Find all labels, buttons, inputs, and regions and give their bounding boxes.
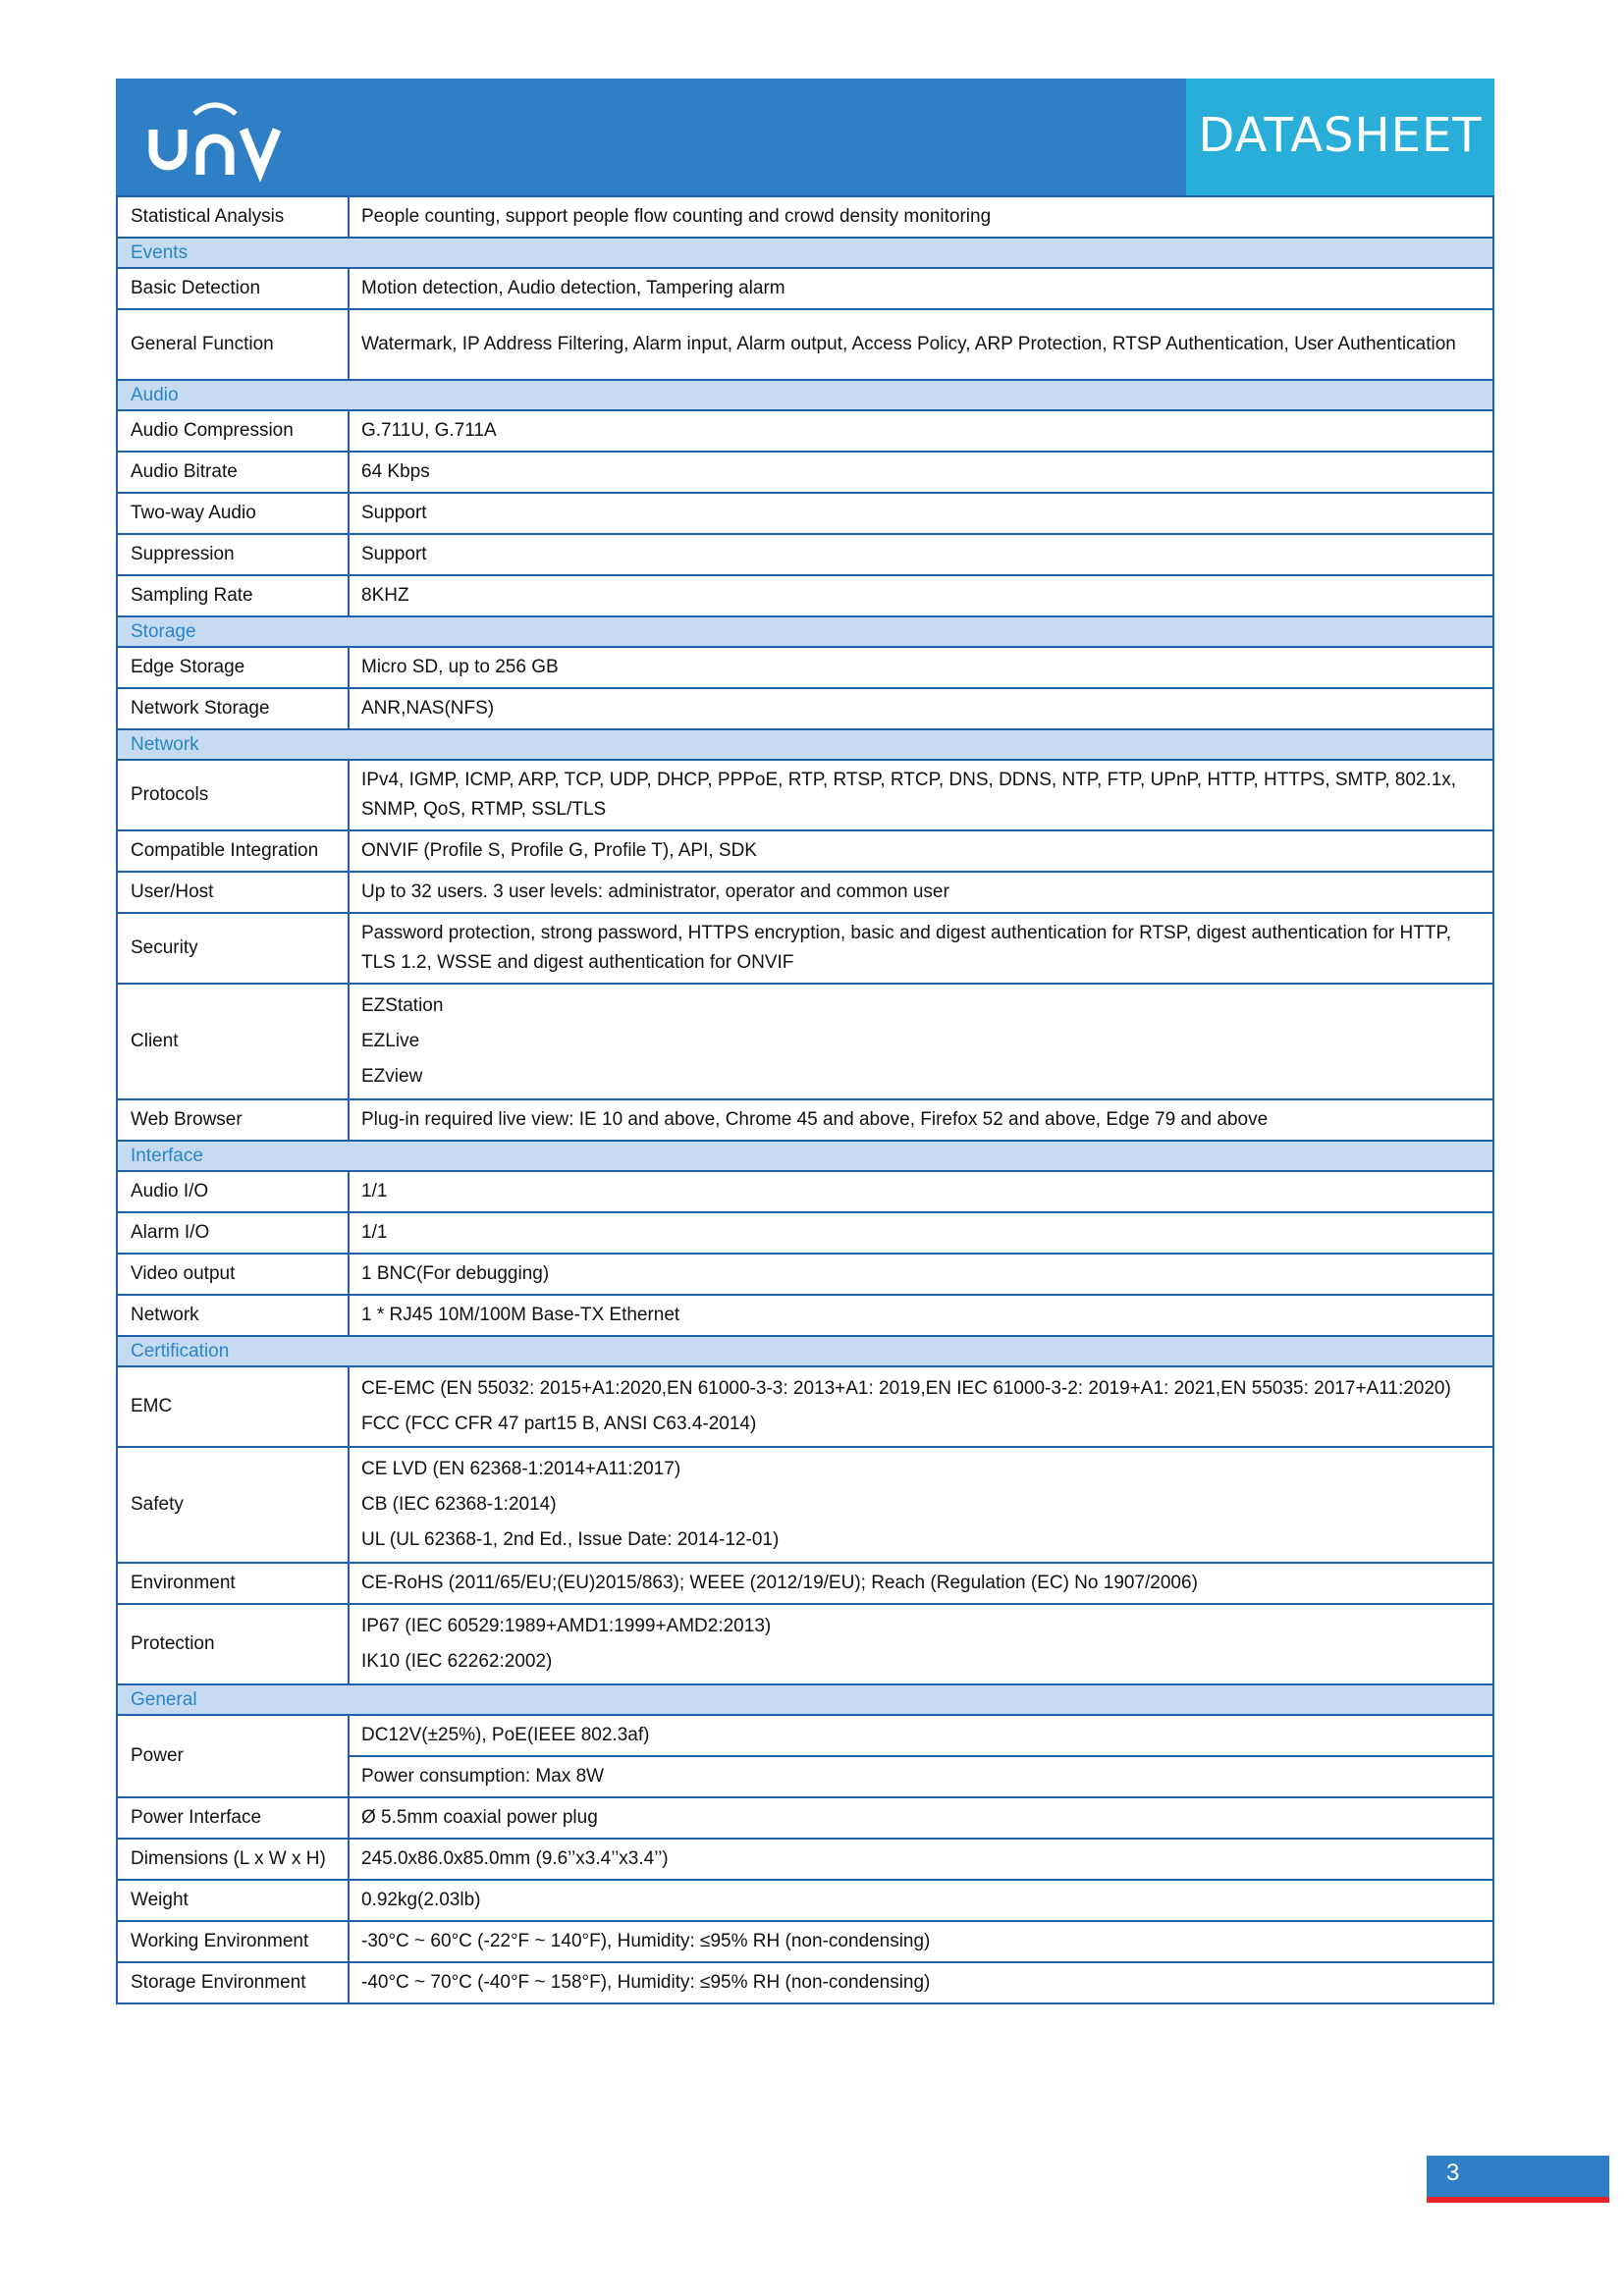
datasheet-label: DATASHEET (1198, 108, 1483, 163)
spec-row (117, 196, 1493, 238)
spec-label: Web Browser (117, 1099, 349, 1141)
spec-value (349, 1962, 1493, 2003)
spec-value (349, 688, 1493, 729)
spec-label: Suppression (117, 534, 349, 575)
spec-value (349, 1366, 1493, 1447)
spec-table (116, 195, 1494, 2004)
spec-value-line: Ø 5.5mm coaxial power plug (361, 1807, 598, 1828)
spec-label: Environment (117, 1563, 349, 1604)
spec-value (349, 913, 1493, 984)
spec-value-line: People counting, support people flow counting and crowd density monitoring (361, 206, 992, 227)
spec-value-line: G.711U, G.711A (361, 420, 497, 441)
spec-value-line: EZLive (361, 1031, 420, 1051)
spec-value-line: DC12V(±25%), PoE(IEEE 802.3af) (361, 1725, 650, 1745)
spec-value (349, 1099, 1493, 1141)
spec-label: Security (117, 913, 349, 984)
spec-row (117, 534, 1493, 575)
spec-value-line: -30°C ~ 60°C (-22°F ~ 140°F), Humidity: ≤95% RH (non-condensing) (361, 1931, 931, 1951)
spec-label: Client (117, 984, 349, 1099)
datasheet-tag (1186, 79, 1494, 196)
spec-value (349, 1921, 1493, 1962)
spec-value-line: ANR,NAS(NFS) (361, 698, 495, 719)
spec-row (117, 410, 1493, 452)
spec-value-line: Support (361, 503, 427, 523)
spec-value (349, 1604, 1493, 1684)
spec-value (349, 268, 1493, 309)
spec-value (349, 309, 1493, 380)
spec-value-line: Password protection, strong password, HTTPS encryption, basic and digest authentication for RTSP, digest authentication for HTTP, TLS 1.2, WSSE and digest authentication for ONVIF (361, 923, 1451, 973)
section-header (117, 238, 1493, 268)
spec-value (349, 493, 1493, 534)
spec-row (117, 1212, 1493, 1254)
section-header (117, 1684, 1493, 1715)
spec-label: Weight (117, 1880, 349, 1921)
spec-value-line: 245.0x86.0x85.0mm (9.6’’x3.4’’x3.4’’) (361, 1848, 669, 1869)
spec-label: Audio Bitrate (117, 452, 349, 493)
spec-value (349, 1563, 1493, 1604)
spec-label: Power Interface (117, 1797, 349, 1839)
page-number: 3 (1446, 2160, 1460, 2186)
spec-label: Working Environment (117, 1921, 349, 1962)
section-header (117, 729, 1493, 760)
section-header (117, 616, 1493, 647)
spec-label: Network Storage (117, 688, 349, 729)
page-header (116, 79, 1494, 196)
spec-row (117, 647, 1493, 688)
section-title: Audio (117, 380, 1493, 410)
spec-label: Alarm I/O (117, 1212, 349, 1254)
spec-value-line: Micro SD, up to 256 GB (361, 657, 559, 677)
spec-row (117, 1447, 1493, 1563)
spec-value (349, 1839, 1493, 1880)
spec-value (349, 1447, 1493, 1563)
spec-value-line: Plug-in required live view: IE 10 and above, Chrome 45 and above, Firefox 52 and above, Edge 79 and above (361, 1109, 1269, 1130)
spec-label: Power (117, 1715, 349, 1797)
spec-label: Two-way Audio (117, 493, 349, 534)
spec-value-line: CE-EMC (EN 55032: 2015+A1:2020,EN 61000-3-3: 2013+A1: 2019,EN IEC 61000-3-2: 2019+A1: 2021,EN 55035: 2017+A11:2020) (361, 1378, 1451, 1399)
spec-value-line: Power consumption: Max 8W (361, 1766, 605, 1787)
spec-row (117, 688, 1493, 729)
spec-label: Audio I/O (117, 1171, 349, 1212)
spec-value-line: 8KHZ (361, 585, 409, 606)
spec-row (117, 1099, 1493, 1141)
spec-row (117, 1880, 1493, 1921)
spec-row (117, 1839, 1493, 1880)
spec-label: Video output (117, 1254, 349, 1295)
spec-value (349, 452, 1493, 493)
spec-value (349, 1171, 1493, 1212)
spec-row (117, 1366, 1493, 1447)
section-header (117, 1141, 1493, 1171)
spec-row (117, 1604, 1493, 1684)
spec-value-line: Up to 32 users. 3 user levels: administrator, operator and common user (361, 881, 949, 902)
spec-label: General Function (117, 309, 349, 380)
spec-value-line: IP67 (IEC 60529:1989+AMD1:1999+AMD2:2013) (361, 1616, 772, 1636)
header-band (116, 79, 1186, 196)
spec-value (349, 534, 1493, 575)
spec-value-line: CB (IEC 62368-1:2014) (361, 1494, 557, 1515)
spec-label: Audio Compression (117, 410, 349, 452)
section-title: Interface (117, 1141, 1493, 1171)
spec-label: Compatible Integration (117, 830, 349, 872)
spec-value-line: -40°C ~ 70°C (-40°F ~ 158°F), Humidity: ≤95% RH (non-condensing) (361, 1972, 931, 1993)
page-number-box (1427, 2156, 1609, 2197)
spec-row (117, 1254, 1493, 1295)
spec-value-line: 1 * RJ45 10M/100M Base-TX Ethernet (361, 1305, 680, 1325)
spec-row (117, 872, 1493, 913)
spec-row (117, 830, 1493, 872)
spec-label: Statistical Analysis (117, 196, 349, 238)
spec-value (349, 984, 1493, 1099)
spec-row (117, 1563, 1493, 1604)
spec-value-line: EZview (361, 1066, 423, 1087)
spec-value-line: ONVIF (Profile S, Profile G, Profile T), API, SDK (361, 840, 757, 861)
spec-value-line: 0.92kg(2.03lb) (361, 1890, 481, 1910)
spec-row (117, 1921, 1493, 1962)
spec-value-line: FCC (FCC CFR 47 part15 B, ANSI C63.4-2014) (361, 1414, 757, 1434)
spec-label: Protocols (117, 760, 349, 830)
spec-label: Storage Environment (117, 1962, 349, 2003)
spec-value-line: CE-RoHS (2011/65/EU;(EU)2015/863); WEEE (2012/19/EU); Reach (Regulation (EC) No 1907/2006) (361, 1573, 1198, 1593)
spec-label: Dimensions (L x W x H) (117, 1839, 349, 1880)
spec-value-line: IPv4, IGMP, ICMP, ARP, TCP, UDP, DHCP, PPPoE, RTP, RTSP, RTCP, DNS, DDNS, NTP, FTP, UPnP, HTTP, HTTPS, SMTP, 802.1x, SNMP, QoS, RTMP, SSL/TLS (361, 770, 1457, 820)
section-title: Storage (117, 616, 1493, 647)
spec-value-line: UL (UL 62368-1, 2nd Ed., Issue Date: 2014-12-01) (361, 1529, 780, 1550)
spec-row (117, 452, 1493, 493)
spec-value (349, 1212, 1493, 1254)
spec-row (117, 913, 1493, 984)
spec-value-line: IK10 (IEC 62262:2002) (361, 1651, 553, 1672)
spec-row (117, 268, 1493, 309)
spec-value-line: Support (361, 544, 427, 564)
spec-value (349, 1880, 1493, 1921)
spec-value-line: CE LVD (EN 62368-1:2014+A11:2017) (361, 1459, 681, 1479)
spec-value (349, 1756, 1493, 1797)
section-title: Certification (117, 1336, 1493, 1366)
spec-row (117, 1962, 1493, 2003)
spec-label: User/Host (117, 872, 349, 913)
spec-row (117, 1171, 1493, 1212)
spec-label: Safety (117, 1447, 349, 1563)
spec-row (117, 1295, 1493, 1336)
spec-value (349, 575, 1493, 616)
section-header (117, 1336, 1493, 1366)
spec-value-line: Watermark, IP Address Filtering, Alarm input, Alarm output, Access Policy, ARP Protection, RTSP Authentication, User Authentication (361, 334, 1456, 354)
spec-value-line: Motion detection, Audio detection, Tampering alarm (361, 278, 785, 298)
spec-value-line: 1 BNC(For debugging) (361, 1263, 550, 1284)
spec-label: Protection (117, 1604, 349, 1684)
spec-row (117, 984, 1493, 1099)
spec-value (349, 647, 1493, 688)
section-title: Events (117, 238, 1493, 268)
spec-label: EMC (117, 1366, 349, 1447)
spec-value (349, 1295, 1493, 1336)
section-header (117, 380, 1493, 410)
spec-value (349, 196, 1493, 238)
spec-value-line: EZStation (361, 995, 444, 1016)
spec-value (349, 760, 1493, 830)
spec-row (117, 1715, 1493, 1756)
spec-row (117, 309, 1493, 380)
spec-value-line: 64 Kbps (361, 461, 430, 482)
spec-value-line: 1/1 (361, 1222, 388, 1243)
spec-value (349, 1715, 1493, 1756)
section-title: Network (117, 729, 1493, 760)
spec-label: Basic Detection (117, 268, 349, 309)
spec-label: Network (117, 1295, 349, 1336)
unv-logo (143, 92, 291, 187)
page-number-underline (1427, 2197, 1609, 2203)
spec-label: Edge Storage (117, 647, 349, 688)
spec-row (117, 760, 1493, 830)
spec-value-line: 1/1 (361, 1181, 388, 1201)
spec-row (117, 575, 1493, 616)
unv-logo-icon (143, 92, 291, 187)
spec-value (349, 1797, 1493, 1839)
spec-value (349, 830, 1493, 872)
spec-value (349, 1254, 1493, 1295)
spec-row (117, 1797, 1493, 1839)
spec-label: Sampling Rate (117, 575, 349, 616)
section-title: General (117, 1684, 1493, 1715)
spec-value (349, 410, 1493, 452)
spec-value (349, 872, 1493, 913)
spec-row (117, 493, 1493, 534)
